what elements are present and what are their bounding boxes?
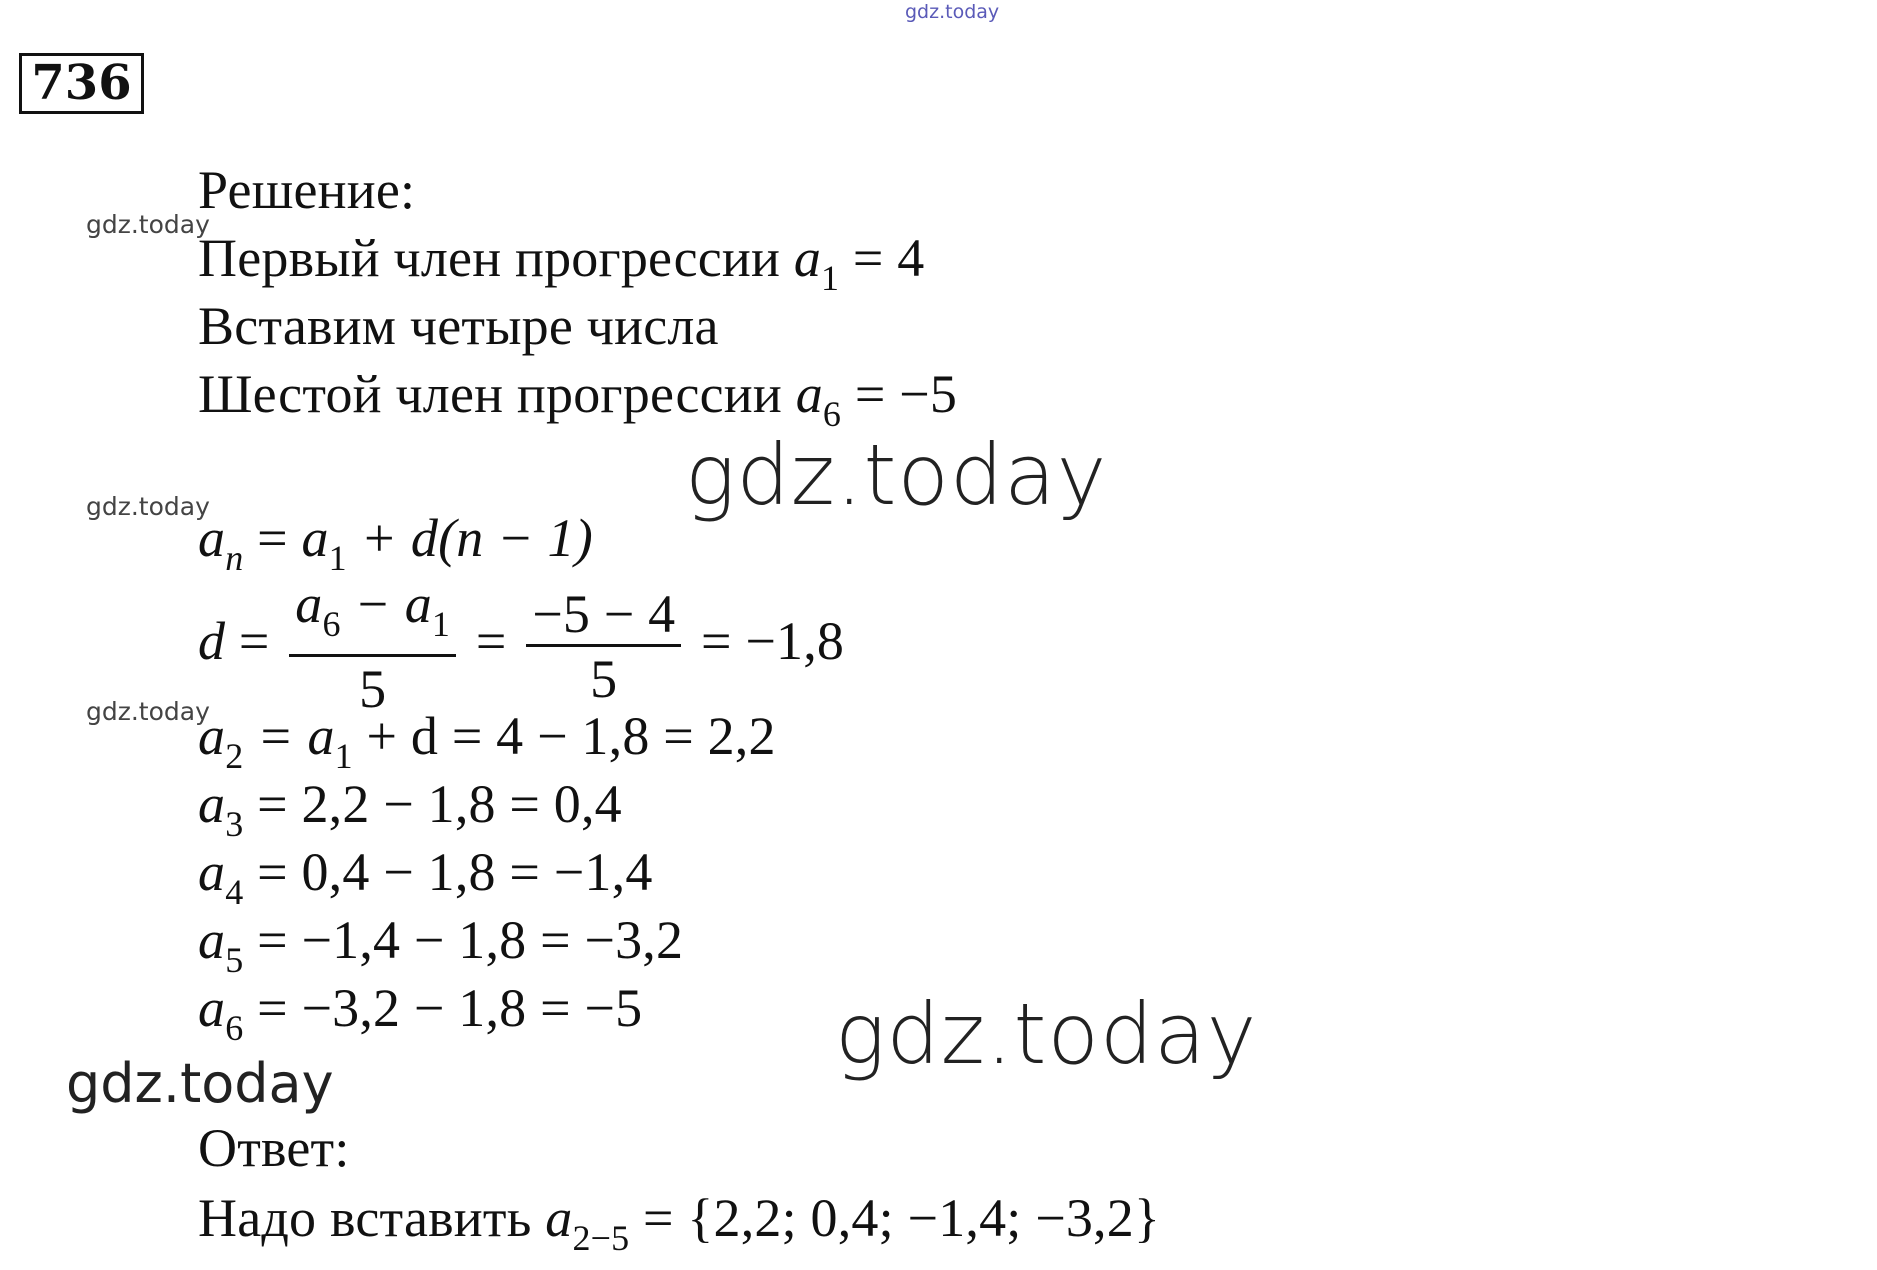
watermark-small: gdz.today (86, 210, 210, 239)
given-sixth-term-var: a (795, 364, 823, 424)
d-eq1: = (225, 610, 284, 671)
given-sixth-term-value: = −5 (854, 364, 958, 424)
formula-eq: = (243, 508, 302, 568)
answer-var: a (545, 1188, 573, 1248)
d-result: = −1,8 (687, 610, 845, 671)
watermark-mid: gdz.today (66, 1052, 334, 1115)
answer-text: Надо вставить (198, 1188, 532, 1248)
step-a6: $a_6 = -3,2 - 1,8 = -5$ (198, 978, 643, 1048)
d-fraction-1 (289, 576, 456, 717)
formula-rhs-sub: 1 (328, 538, 347, 578)
watermark-big: gdz.today (685, 426, 1108, 524)
watermark-small: gdz.today (86, 492, 210, 521)
d-fraction-2-bar (526, 644, 681, 647)
answer-sub: 2−5 (572, 1218, 630, 1258)
d-fraction-1-denominator: 5 (359, 659, 387, 719)
given-first-term-text: Первый член прогрессии (198, 228, 781, 288)
formula-rhs-rest: + d(n − 1) (346, 508, 593, 568)
problem-number: 736 (19, 53, 144, 114)
given-first-term-value: = 4 (852, 228, 925, 288)
d-symbol: d (198, 610, 226, 671)
d-fraction-2-denominator: 5 (590, 649, 618, 709)
d-eq2: = (462, 610, 521, 671)
formula-lhs-var: a (198, 508, 226, 568)
step-a4: $a_4 = 0,4 - 1,8 = -1,4$ (198, 842, 653, 912)
given-insert: Вставим четыре числа (198, 296, 719, 356)
d-fraction-1-numerator: $a_6 - a_1$ (295, 574, 451, 644)
watermark-big: gdz.today (835, 985, 1258, 1083)
answer-value: = {2,2; 0,4; −1,4; −3,2} (629, 1188, 1161, 1248)
given-first-term-sub: 1 (821, 258, 840, 298)
solution-heading: Решение: (198, 160, 416, 220)
watermark-top: gdz.today (905, 1, 1000, 23)
given-sixth-term-text: Шестой член прогрессии (198, 364, 783, 424)
d-fraction-1-bar (289, 654, 456, 657)
formula-rhs-var: a (301, 508, 329, 568)
watermark-small: gdz.today (86, 697, 210, 726)
step-a3: $a_3 = 2,2 - 1,8 = 0,4$ (198, 774, 622, 844)
formula-lhs-sub: n (225, 538, 244, 578)
given-first-term-var: a (793, 228, 822, 288)
answer-heading: Ответ: (198, 1118, 350, 1178)
answer-line (198, 1186, 1160, 1270)
step-a2: $a_2 = a_1 + d = 4 - 1,8 = 2,2$ (198, 706, 776, 776)
d-fraction-2 (526, 586, 681, 707)
step-a5: $a_5 = -1,4 - 1,8 = -3,2$ (198, 910, 684, 980)
given-sixth-term-sub: 6 (822, 394, 842, 434)
d-fraction-2-numerator: −5 − 4 (532, 584, 676, 644)
d-calculation (198, 576, 844, 717)
